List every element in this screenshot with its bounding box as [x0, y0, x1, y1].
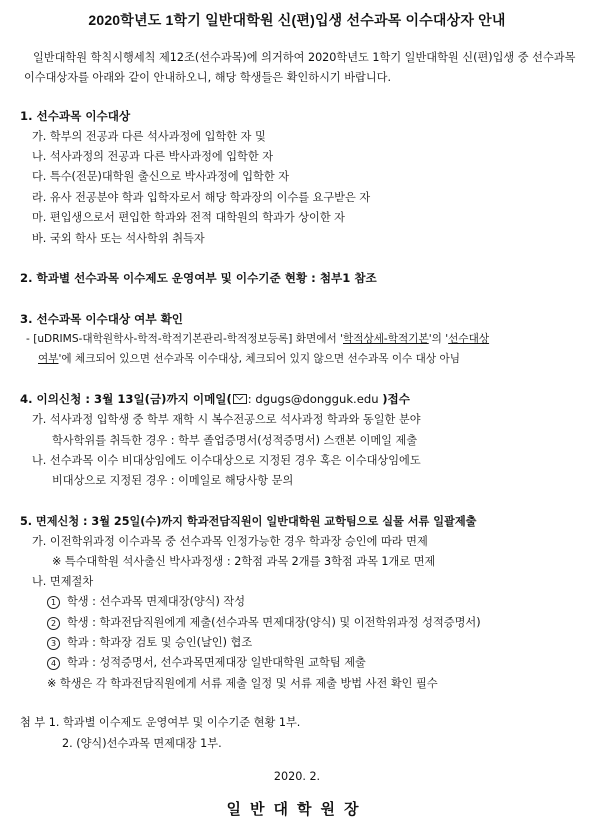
email-address: : dgugs@dongguk.edu [247, 392, 383, 406]
page-title: 2020학년도 1학기 일반대학원 신(편)입생 선수과목 이수대상자 안내 [88, 12, 506, 28]
section1-item: 가. 학부의 전공과 다른 석사과정에 입학한 자 및 [32, 130, 266, 143]
section3-line2 [38, 351, 460, 366]
attachment-line: 2. (양식)선수과목 면제대장 1부. [62, 737, 222, 750]
signature: 일반대학원장 [226, 800, 368, 818]
section1-item: 라. 유사 전공분야 학과 입학자로서 해당 학과장의 이수를 요구받은 자 [32, 191, 371, 204]
mail-icon [233, 394, 247, 404]
section4-line: 학사학위를 취득한 경우 : 학부 졸업증명서(성적증명서) 스캔본 이메일 제출 [52, 434, 418, 447]
section1-item: 다. 특수(전문)대학원 출신으로 박사과정에 입학한 자 [32, 170, 290, 183]
section4-heading [20, 391, 410, 407]
step-text: 학생 : 선수과목 면제대장(양식) 작성 [67, 595, 246, 608]
section4-heading-text: )접수 [382, 392, 410, 406]
section1-item: 바. 국외 학사 또는 석사학위 취득자 [32, 232, 205, 245]
document-date: 2020. 2. [273, 770, 321, 783]
underlined-text: 선수대상 [448, 333, 490, 345]
section5-note: ※ 학생은 각 학과전담직원에게 서류 제출 일정 및 서류 제출 방법 사전 확인 필수 [47, 677, 438, 690]
step-text: 학과 : 학과장 검토 및 승인(날인) 협조 [67, 636, 253, 649]
underlined-text: 학적상세-학적기본 [343, 333, 429, 345]
procedure-step [47, 634, 252, 650]
section4-line: 나. 선수과목 이수 비대상임에도 이수대상으로 지정된 경우 혹은 이수대상임에도 [32, 454, 421, 467]
section3-text: '의 ' [428, 333, 449, 345]
section5-note: ※ 특수대학원 석사출신 박사과정생 : 2학점 과목 2개를 3학점 과목 1개로 면제 [52, 555, 436, 568]
step-text: 학과 : 성적증명서, 선수과목면제대장 일반대학원 교학팀 제출 [67, 656, 366, 669]
section5-line-ga: 가. 이전학위과정 이수과목 중 선수과목 인정가능한 경우 학과장 승인에 따라 면제 [32, 535, 428, 548]
section5-heading: 5. 면제신청 : 3월 25일(수)까지 학과전담직원이 일반대학원 교학팀으로 실물 서류 일괄제출 [20, 515, 477, 528]
section1-item: 마. 편입생으로서 편입한 학과와 전적 대학원의 학과가 상이한 자 [32, 211, 345, 224]
intro-paragraph: 일반대학원 학칙시행세칙 제12조(선수과목)에 의거하여 2020학년도 1학기 일반대학원 신(편)입생 중 선수과목 이수대상자를 아래와 같이 안내하오니, 해당 학생들은 확인하시기 바랍니다. [24, 51, 576, 84]
section1-item: 나. 석사과정의 전공과 다른 박사과정에 입학한 자 [32, 150, 274, 163]
attachment-line: 첨 부 1. 학과별 이수제도 운영여부 및 이수기준 현황 1부. [20, 716, 301, 729]
section2-heading: 2. 학과별 선수과목 이수제도 운영여부 및 이수기준 현황 : 첨부1 참조 [20, 271, 377, 285]
section3-heading: 3. 선수과목 이수대상 여부 확인 [20, 312, 184, 326]
section3-text: '에 체크되어 있으면 선수과목 이수대상, 체크되어 있지 않으면 선수과목 이수 대상 아님 [58, 353, 460, 365]
section4-line: 비대상으로 지정된 경우 : 이메일로 해당사항 문의 [52, 474, 294, 487]
section4-line: 가. 석사과정 입학생 중 학부 재학 시 복수전공으로 석사과정 학과와 동일한 분야 [32, 413, 421, 426]
underlined-text: 여부 [38, 353, 59, 365]
step-number: 3 [47, 637, 60, 650]
section3-line1 [26, 331, 489, 346]
procedure-step [47, 593, 245, 609]
section5-line-na: 나. 면제절차 [32, 575, 94, 588]
section3-text: - [uDRIMS-대학원학사-학적-학적기본관리-학적정보등록] 화면에서 ' [26, 333, 343, 345]
step-number: 4 [47, 657, 60, 670]
step-text: 학생 : 학과전담직원에게 제출(선수과목 면제대장(양식) 및 이전학위과정 성적증명서) [67, 616, 481, 629]
section4-heading-text: 4. 이의신청 : 3월 13일(금)까지 이메일( [20, 392, 232, 406]
step-number: 2 [47, 617, 60, 630]
step-number: 1 [47, 596, 60, 609]
section1-heading: 1. 선수과목 이수대상 [20, 109, 131, 123]
procedure-step [47, 654, 366, 670]
procedure-step [47, 614, 481, 630]
